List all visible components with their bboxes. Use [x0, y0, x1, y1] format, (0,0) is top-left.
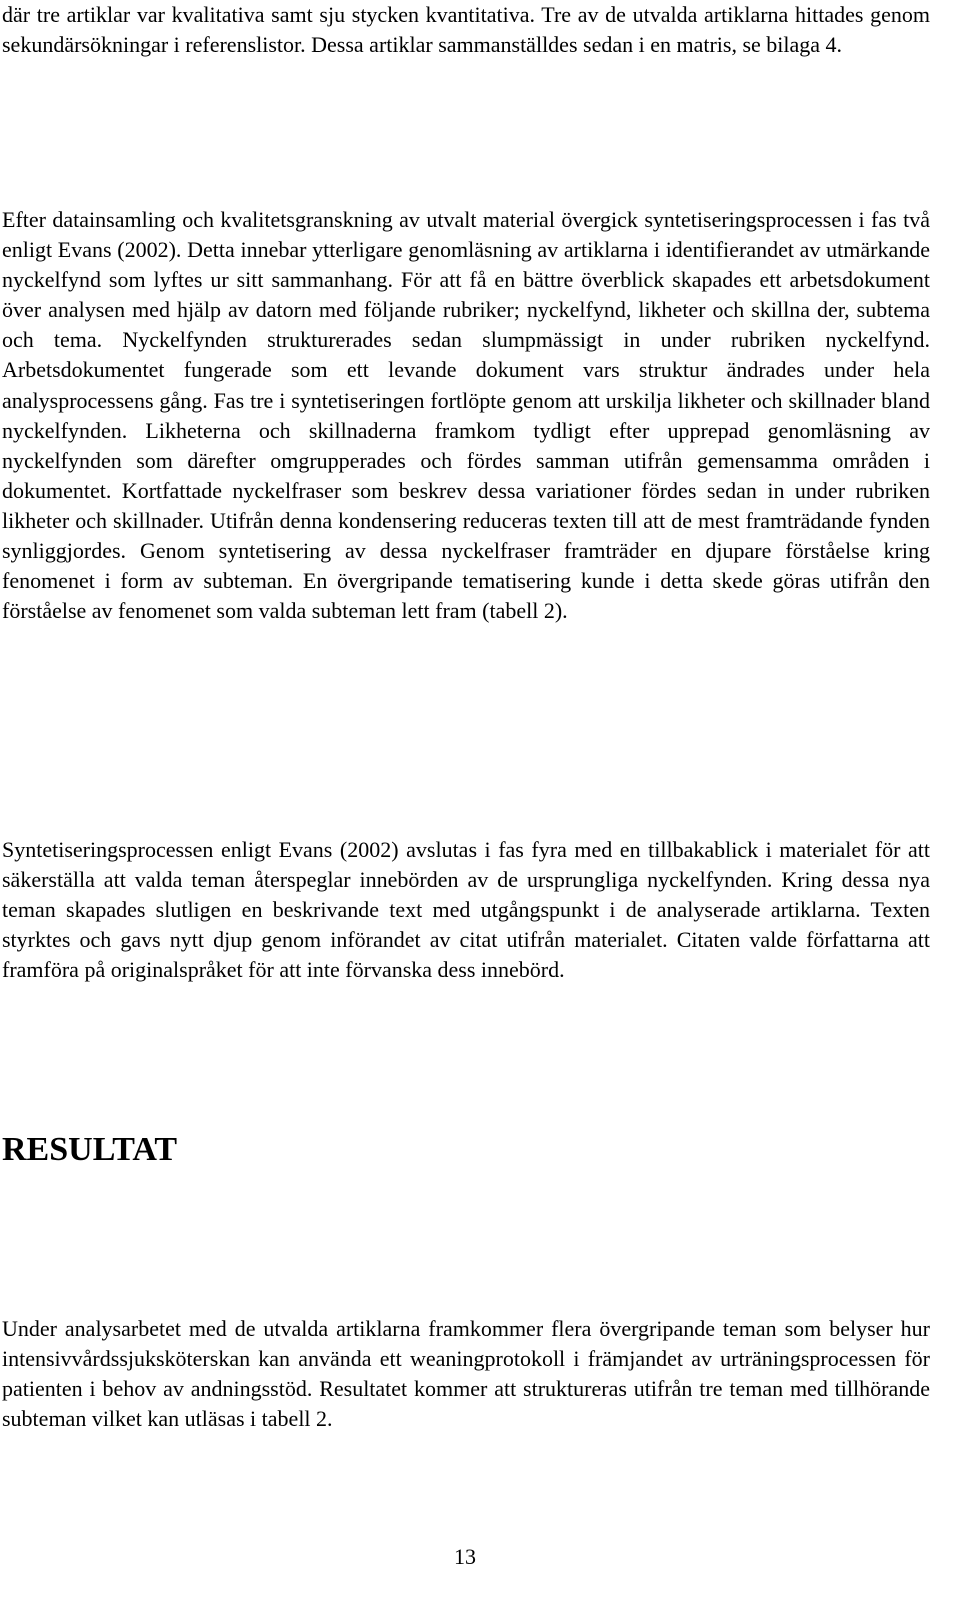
page-number: 13	[454, 1544, 476, 1569]
paragraph-synthesis-phase-two-three: Efter datainsamling och kvalitetsgranskning av utvalt material övergick syntetiseringsprocessen i fas två enligt Evans (2002). Detta innebar ytterligare genomläsning av artiklarna i identifierandet av utmärkande nyckelfynd som lyftes ur sitt sammanhang. För att få en bättre överblick skapades ett arbetsdokument över analysen med hjälp av datorn med följande rubriker; nyckelfynd, likheter och skillna der, subtema och tema. Nyckelfynden strukturerades sedan slumpmässigt in under rubriken nyckelfynd. Arbetsdokumentet fungerade som ett levande dokument vars struktur ändrades under hela analysprocessens gång. Fas tre i syntetiseringen fortlöpte genom att urskilja likheter och skillnader bland nyckelfynden. Likheterna och skillnaderna framkom tydligt efter upprepad genomläsning av nyckelfynden som därefter omgrupperades och fördes samman utifrån gemensamma områden i dokumentet. Kortfattade nyckelfraser som beskrev dessa variationer fördes sedan in under rubriken likheter och skillnader. Utifrån denna kondensering reduceras texten till att de mest framträdande fynden synliggjordes. Genom syntetisering av dessa nyckelfraser framträder en djupare förståelse kring fenomenet i form av subteman. En övergripande tematisering kunde i detta skede göras utifrån den förståelse av fenomenet som valda subteman lett fram (tabell 2).	[2, 207, 930, 624]
section-heading-resultat: RESULTAT	[2, 1131, 178, 1168]
paragraph-results-intro: Under analysarbetet med de utvalda artiklarna framkommer flera övergripande teman som belyser hur intensivvårdssjuksköterskan kan använda ett weaningprotokoll i främjandet av urträningsprocessen för patienten i behov av andningsstöd. Resultatet kommer att struktureras utifrån tre teman med tillhörande subteman vilket kan utläsas i tabell 2.	[2, 1316, 930, 1432]
paragraph-synthesis-phase-four: Syntetiseringsprocessen enligt Evans (2002) avslutas i fas fyra med en tillbakablick i materialet för att säkerställa att valda teman återspeglar innebörden av de ursprungliga nyckelfynden. Kring dessa nya teman skapades slutligen en beskrivande text med utgångspunkt i de analyserade artiklarna. Texten styrktes och gavs nytt djup genom införandet av citat utifrån materialet. Citaten valde författarna att framföra på originalspråket för att inte förvanska dess innebörd.	[2, 837, 930, 983]
paragraph-method-selection: där tre artiklar var kvalitativa samt sju stycken kvantitativa. Tre av de utvalda artiklarna hittades genom sekundärsökningar i referenslistor. Dessa artiklar sammanställdes sedan i en matris, se bilaga 4.	[2, 2, 930, 58]
